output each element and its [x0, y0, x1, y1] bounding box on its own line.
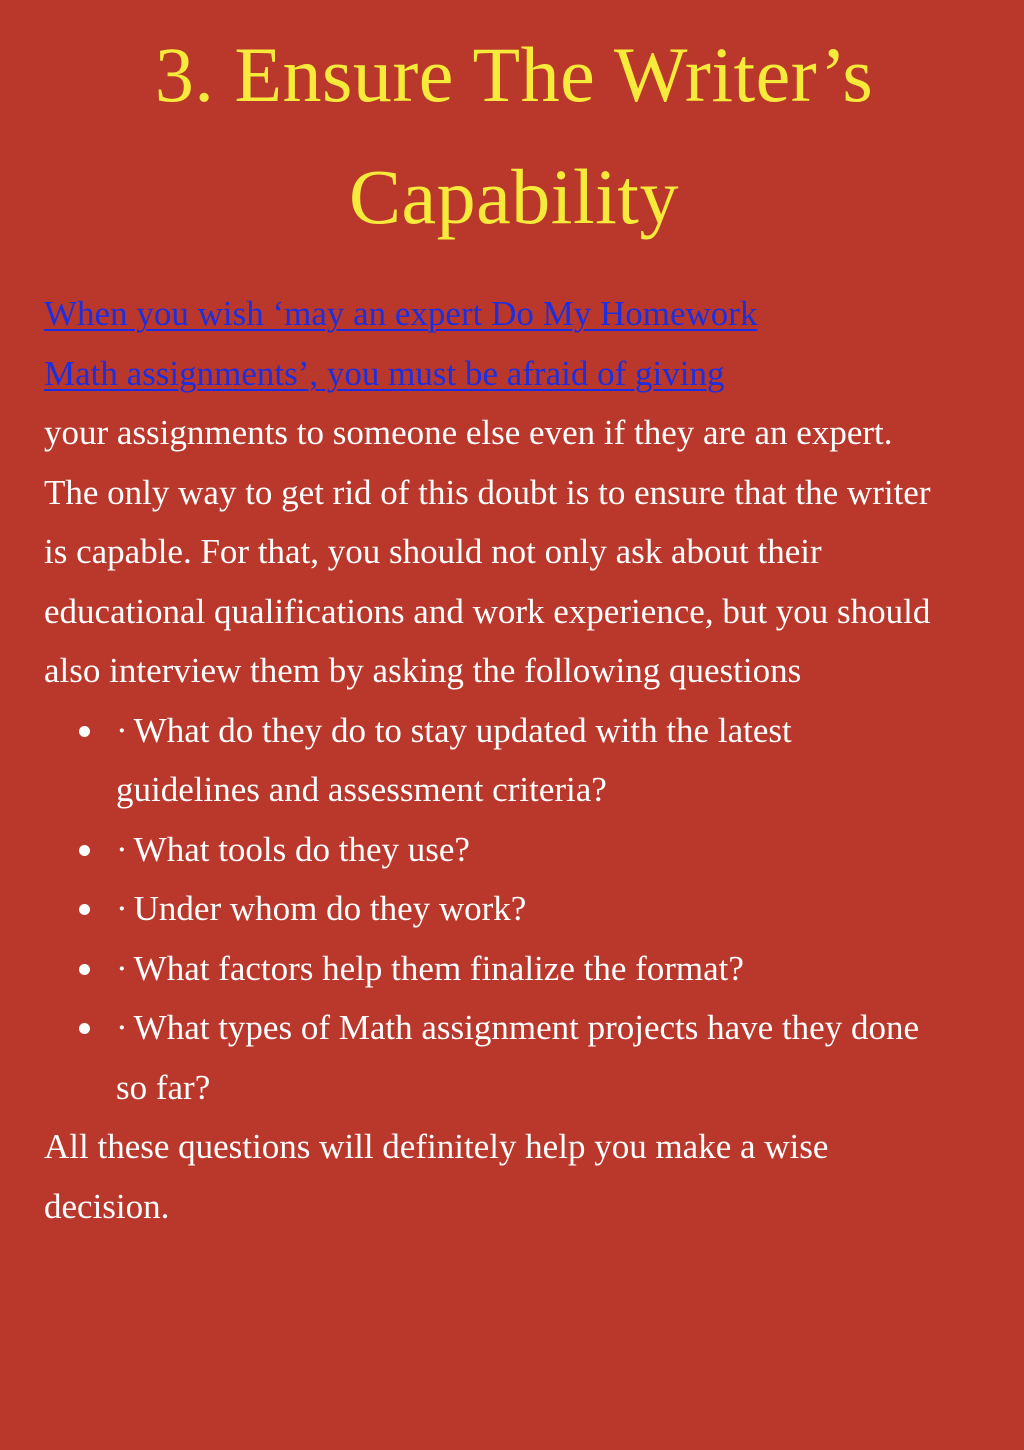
page-title: [44, 0, 984, 258]
list-item: [116, 820, 934, 880]
bullet-icon: [79, 845, 90, 856]
list-item: [116, 701, 934, 820]
homework-link[interactable]: [44, 294, 757, 393]
middle-dot: ·: [116, 889, 128, 928]
title-line-2: Capability: [349, 153, 679, 240]
bullet-icon: [79, 1023, 90, 1034]
middle-dot: ·: [116, 829, 128, 869]
question-text: What tools do they use?: [133, 829, 470, 869]
list-item: [116, 998, 934, 1117]
title-line-1: 3. Ensure The Writer’s: [154, 31, 874, 118]
questions-list: [44, 701, 934, 1118]
question-text: What types of Math assignment projects have they done so far?: [116, 1008, 920, 1107]
intro-text: your assignments to someone else even if they are an expert. The only way to get rid of this doubt is to ensure that the writer is capable. For that, you should not only ask about their educational qualifications and work experience, but you should also interview them by asking the following questions: [44, 413, 931, 690]
bullet-icon: [79, 964, 90, 975]
bullet-icon: [79, 904, 90, 915]
list-item: [116, 939, 934, 999]
closing-paragraph: All these questions will definitely help you make a wise decision.: [44, 1127, 829, 1226]
link-line-1: When you wish ‘may an expert Do My Homework: [44, 294, 758, 333]
middle-dot: ·: [116, 948, 128, 988]
list-item: [116, 879, 934, 939]
question-text: Under whom do they work?: [133, 889, 527, 928]
middle-dot: ·: [116, 1008, 128, 1047]
article-body: [44, 284, 934, 1236]
bullet-icon: [79, 726, 90, 737]
middle-dot: ·: [116, 710, 128, 750]
question-text: What factors help them finalize the format?: [133, 948, 744, 988]
question-text: What do they do to stay updated with the latest guidelines and assessment criteria?: [116, 710, 792, 809]
link-line-2: Math assignments’, you must be afraid of giving: [44, 353, 725, 393]
intro-paragraph: [44, 284, 934, 701]
